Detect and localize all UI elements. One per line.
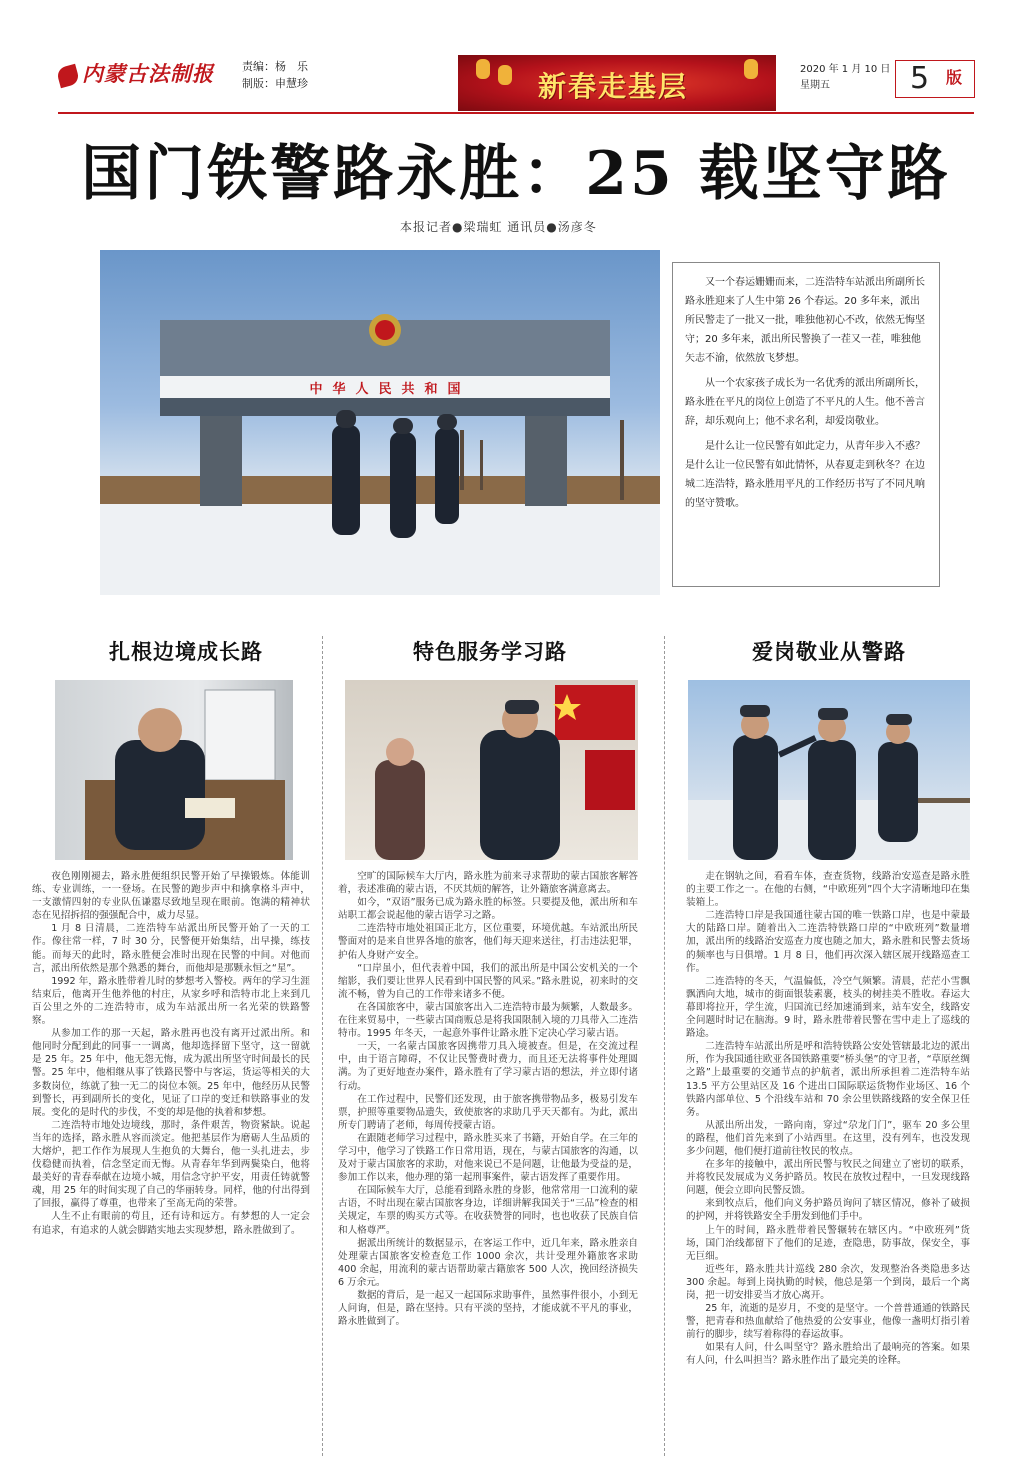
body-paragraph: 空旷的国际候车大厅内，路永胜为前来寻求帮助的蒙古国旅客解答着，表述准确的蒙古语，不厌其烦的解答，让外籍旅客满意离去。 bbox=[338, 871, 638, 896]
column-3 bbox=[686, 870, 970, 1368]
body-paragraph: 二连浩特车站派出所是呼和浩特铁路公安处管辖最北边的派出所，作为我国通往欧亚各国铁路重要“桥头堡”的守卫者，“草原丝绸之路”上最重要的交通节点的护航者，派出所承担着二连浩特车站 13.5 平方公里站区及 16 个进出口国际联运货物作业场区、16 个铁路内部单位、5 个沿线车站和 70 余公里铁路线路的安全保卫任务。 bbox=[686, 1041, 970, 1118]
body-paragraph: 如今，“双语”服务已成为路永胜的标签。只要提及他，派出所和车站职工都会说起他的蒙古语学习之路。 bbox=[338, 897, 638, 922]
photo-officer-reading bbox=[55, 680, 293, 860]
issue-date bbox=[800, 62, 890, 94]
body-paragraph: 二连浩特口岸是我国通往蒙古国的唯一铁路口岸，也是中蒙最大的陆路口岸。随着出入二连浩特铁路口岸的“中欧班列”数量增加，派出所的线路治安巡查力度也随之加大，路永胜和民警去货场的频率也与日俱增。1 月 8 日，他们再次深入辖区展开线路巡查工作。 bbox=[686, 910, 970, 974]
editor-credits bbox=[242, 58, 308, 92]
section-heading-1: 扎根边境成长路 bbox=[109, 639, 263, 664]
body-paragraph: 在国际候车大厅，总能看到路永胜的身影，他常常用一口流利的蒙古语，不时出现在蒙古国旅客身边，详细讲解我国关于“三品”检查的相关规定，车票的购买方式等。在收获赞誉的同时，也也收获了民族自信和人格尊严。 bbox=[338, 1185, 638, 1236]
body-paragraph: 从派出所出发，一路向南，穿过“尕龙门门”，驱车 20 多公里的路程，他们首先来到了小站西里。在这里，没有列车，也没发现多少问题，他们便打道前往牧民的牧点。 bbox=[686, 1119, 970, 1157]
body-paragraph: 25 年，流逝的是岁月，不变的是坚守。一个普普通通的铁路民警，把青春和热血献给了他热爱的公安事业，他像一盏明灯指引着前行的脚步，续写着称得的春运故事。 bbox=[686, 1303, 970, 1341]
body-paragraph: 据派出所统计的数据显示，在客运工作中，近几年来，路永胜亲自处理蒙古国旅客安检查危工作 1000 余次，共计受理外籍旅客求助 400 余起，用流利的蒙古语帮助蒙古籍旅客 500 人次，挽回经济损失 6 万余元。 bbox=[338, 1237, 638, 1288]
body-paragraph: 在工作过程中，民警们还发现，由于旅客携带物品多，极易引发车票，护照等重要物品遗失，致使旅客的求助几乎天天都有。为此，派出所专门聘请了老师，每周传授蒙古语。 bbox=[338, 1093, 638, 1131]
byline: 本报记者●梁瑞虹 通讯员●汤彦冬 bbox=[400, 220, 597, 234]
lantern-icon bbox=[498, 65, 512, 85]
gate-inscription: 中华人民共和国 bbox=[309, 382, 471, 397]
body-paragraph: 一天，一名蒙古国旅客因携带刀具入境被查。但是，在交流过程中，由于语言障碍，不仅让民警费时费力，而且还无法将事件处理圆满。为了更好地查办案件，路永胜有了学习蒙古语的想法，并立即付诸行动。 bbox=[338, 1041, 638, 1092]
headline: 国门铁警路永胜：25 载坚守路 bbox=[81, 139, 951, 209]
body-paragraph: 夜色刚刚褪去，路永胜便组织民警开始了早操锻炼。体能训练、专业训练，一一登场。在民警的跑步声中和擒拿格斗声中，一支激情四射的专业队伍谦嚣尽致地呈现在眼前。饱满的精神状态在见招拆招的强强配合中，威力尽显。 bbox=[32, 871, 310, 922]
banner-title: 新春走基层 bbox=[538, 70, 689, 103]
weekday-text: 星期五 bbox=[800, 80, 830, 91]
lantern-icon bbox=[476, 59, 490, 79]
lantern-icon bbox=[744, 59, 758, 79]
body-paragraph: 近些年，路永胜共计巡线 280 余次，发现整治各类隐患多达 300 余起。每到上岗执勤的时候，他总是第一个到岗，最后一个离岗，把一切安排妥当才放心离开。 bbox=[686, 1263, 970, 1301]
body-paragraph: 二连浩特市地处祖国正北方，区位重要，环境优越。车站派出所民警面对的是来自世界各地的旅客，他们每天迎来送往，打击违法犯罪，护佑人身财产安全。 bbox=[338, 923, 638, 961]
police-officers bbox=[332, 410, 459, 538]
column-1 bbox=[32, 870, 310, 1237]
producer-line: 制版：申慧珍 bbox=[242, 77, 308, 90]
body-paragraph: 数据的背后，是一起又一起国际求助事件，虽然事件很小，小到无人问询，但是，路在坚持。只有平淡的坚持，才能成就不平凡的事业，路永胜做到了。 bbox=[338, 1290, 638, 1328]
body-paragraph: “口岸虽小，但代表着中国，我们的派出所是中国公安机关的一个缩影，我们要让世界人民看到中国民警的风采。”路永胜说，初来时的交流不畅，曾为自己的工作带来诸多不便。 bbox=[338, 962, 638, 1000]
main-photo-border-gate bbox=[100, 250, 660, 595]
page-suffix: 版 bbox=[946, 68, 963, 87]
body-paragraph: 来到牧点后，他们向义务护路员询问了辖区情况，修补了破损的护网，并将铁路安全手册发到他们手中。 bbox=[686, 1198, 970, 1223]
masthead-rule bbox=[58, 112, 974, 114]
photo-bilingual-service bbox=[345, 680, 638, 860]
body-paragraph: 二连浩特市地处边境线，那时，条件艰苦，物资紧缺。说起当年的选择，路永胜从容而淡定。他把基层作为磨砺人生品质的大熔炉，把工作作为展现人生抱负的大舞台，他一头扎进去，步伐稳健而执着，信念坚定而无悔。从青春年华到两鬓染白，他将最美好的青春奉献在边境小城，用信念守护平安，用责任铸就警魂，用 25 年的时间实现了自己的华丽转身。同样，他的付出得到了回报，赢得了尊重，也带来了至高无尚的荣誉。 bbox=[32, 1119, 310, 1210]
intro-paragraph: 是什么让一位民警有如此定力，从青年步入不惑？是什么让一位民警有如此情怀，从春夏走到秋冬？在边城二连浩特，路永胜用平凡的工作经历书写了不同凡响的坚守赞歌。 bbox=[685, 441, 925, 509]
body-paragraph: 上午的时间，路永胜带着民警辗转在辖区内。“中欧班列”货场，国门治线都留下了他们的足迹，查隐患，防事故，保安全，事无巨细。 bbox=[686, 1224, 970, 1262]
body-paragraph: 人生不止有眼前的苟且，还有诗和远方。有梦想的人一定会有追求，有追求的人就会脚踏实地去实现梦想，路永胜做到了。 bbox=[32, 1211, 310, 1236]
body-paragraph: 1992 年，路永胜带着儿时的梦想考入警校。两年的学习生涯结束后，他离开生他养他的村庄，从家乡呼和浩特市北上来到几百公里之外的二连浩特市，成为车站派出所一名光荣的铁路警察。 bbox=[32, 975, 310, 1027]
section-heading-2: 特色服务学习路 bbox=[413, 639, 567, 664]
column-banner bbox=[458, 55, 776, 111]
body-paragraph: 1 月 8 日清晨，二连浩特车站派出所民警开始了一天的工作。像往常一样，7 时 30 分，民警便开始集结，出早操，练技能。而每天的此时，路永胜便会准时出现在民警的中间。对他而言，派出所依然是那个熟悉的舞台，而他却是那颗永恒之“星”。 bbox=[32, 923, 310, 974]
column-divider bbox=[664, 636, 665, 1456]
logo-emblem-icon bbox=[56, 63, 80, 87]
gate-illustration bbox=[100, 250, 660, 595]
body-paragraph: 如果有人问，什么叫坚守？路永胜给出了最响亮的答案。如果有人问，什么叫担当？路永胜作出了最完美的诠释。 bbox=[686, 1342, 970, 1367]
body-paragraph: 从参加工作的那一天起，路永胜再也没有离开过派出所。和他同时分配到此的同事一一调离，他却选择留下坚守，这一留就是 25 年。25 年中，他无怨无悔，成为派出所坚守时间最长的民警。25 年中，他相继从事了铁路民警中与客运，货运等相关的大多数岗位，练就了独一无二的岗位本领。25 年中，他经历从民警到警长，再到副所长的变化，见证了口岸的变迁和铁路事业的发展。变化的是时代的步伐，不变的却是他的执着和梦想。 bbox=[32, 1028, 310, 1118]
date-text: 2020 年 1 月 10 日 bbox=[800, 64, 891, 75]
newspaper-name: 内蒙古法制报 bbox=[82, 61, 214, 86]
photo-line-patrol bbox=[688, 680, 970, 860]
body-paragraph: 二连浩特的冬天，气温偏低，冷空气频繁。清晨，茫茫小雪飘飘洒向大地，城市的街面银装素裹，枝头的树挂美不胜收。春运大幕即将拉开，学生流，归国流已经加速涌到来，站车安全，线路安全问题时时记在脑海。9 时，路永胜带着民警在雪中走上了巡线的路途。 bbox=[686, 975, 970, 1040]
page-number: 5 bbox=[910, 61, 930, 96]
body-paragraph: 在跟随老师学习过程中，路永胜买来了书籍，开始自学。在三年的学习中，他学习了铁路工作日常用语，现在，与蒙古国旅客的沟通，以及对于蒙古国旅客的求助，对他来说已不是问题，让他最为受益的是，参加工作以来，他办理的第一起刑事案件，蒙古语发挥了重要作用。 bbox=[338, 1132, 638, 1184]
page-number-box bbox=[895, 60, 975, 98]
intro-paragraph: 又一个春运姗姗而来，二连浩特车站派出所副所长路永胜迎来了人生中第 26 个春运。20 多年来，派出所民警走了一批又一批，唯独他初心不改，依然无悔坚守；20 多年来，派出所民警换了一茬又一茬，唯独他矢志不渝，依然放飞梦想。 bbox=[685, 277, 925, 364]
intro-box bbox=[672, 262, 940, 587]
body-paragraph: 在各国旅客中，蒙古国旅客出入二连浩特市最为频繁，人数最多。在往来贸易中，一些蒙古国商贩总是将我国限制入境的刀具带入二连浩特市。1995 年冬天，一起意外事件让路永胜下定决心学习蒙古语。 bbox=[338, 1001, 638, 1040]
body-paragraph: 走在钢轨之间，看看车体，查查货物，线路治安巡查是路永胜的主要工作之一。在他的右侧，“中欧班列”四个大字清晰地印在集装箱上。 bbox=[686, 871, 970, 909]
column-2 bbox=[338, 870, 638, 1328]
newspaper-logo bbox=[58, 58, 214, 88]
section-heading-3: 爱岗敬业从警路 bbox=[752, 639, 906, 664]
intro-paragraph: 从一个农家孩子成长为一名优秀的派出所副所长，路永胜在平凡的岗位上创造了不平凡的人生。他不善言辞，却乐观向上；他不求名利，却爱岗敬业。 bbox=[685, 378, 925, 427]
column-divider bbox=[322, 636, 323, 1456]
body-paragraph: 在多年的接触中，派出所民警与牧民之间建立了密切的联系，并将牧民发展成为义务护路员。牧民在放牧过程中，一旦发现线路问题，便会立即向民警反馈。 bbox=[686, 1159, 970, 1197]
editor-line: 责编：杨 乐 bbox=[242, 60, 308, 73]
